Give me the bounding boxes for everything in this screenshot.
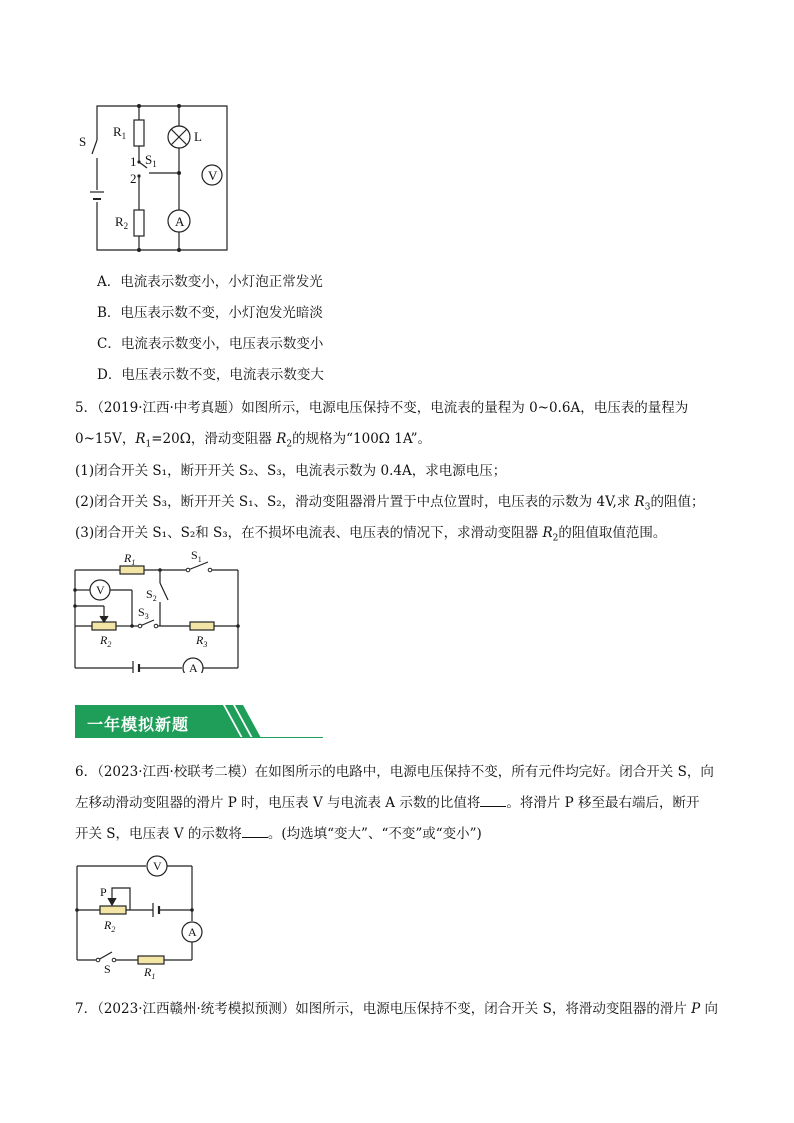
q4-label-s: S xyxy=(79,134,87,149)
q6-label-ammeter: A xyxy=(188,925,197,939)
q6-answer-blank-2[interactable] xyxy=(242,825,268,838)
svg-text:S2: $S_2$ xyxy=(146,587,157,603)
q6-label-r2: R xyxy=(104,918,112,932)
svg-text:R1: $R_1$ xyxy=(124,551,136,567)
q4-label-voltmeter: V xyxy=(208,168,218,183)
q5-label-s2: S xyxy=(146,587,153,601)
q4-label-s1: S xyxy=(145,152,153,167)
q6-circuit-diagram xyxy=(72,852,212,982)
q5-label-ammeter: A xyxy=(189,661,198,673)
q6-stem-line1: 6．（2023·江西·校联考二模）在如图所示的电路中，电源电压保持不变，所有元件均完好。闭合开关 S，向 xyxy=(75,764,714,780)
q4-label-ammeter: A xyxy=(175,214,185,229)
q4-label-r1: R xyxy=(113,124,122,139)
q4-option-b: B．电压表示数不变，小灯泡发光暗淡 xyxy=(97,305,323,321)
q4-label-r2: R xyxy=(115,214,124,229)
q6-answer-blank-1[interactable] xyxy=(480,794,506,807)
section-banner xyxy=(75,705,323,738)
banner-title: 一年模拟新题 xyxy=(87,715,190,734)
q6-stem-line2: 左移动滑动变阻器的滑片 P 时，电压表 V 与电流表 A 示数的比值将 。将滑片 P 移至最右端后，断开 xyxy=(75,795,700,811)
q5-sub-question-2: (2)闭合开关 S₃，断开开关 S₁、S₂，滑动变阻器滑片置于中点位置时，电压表的示数为 4V,求 $R_3$的阻值； xyxy=(75,494,705,513)
q5-stem-line2: 0~15V，$R_1=20\Omega$，滑动变阻器 $R_2$的规格为“100Ω 1A”。 xyxy=(75,431,432,450)
q5-sub-question-3: (3)闭合开关 S₁、S₂和 S₃，在不损坏电流表、电压表的情况下，求滑动变阻器 $R_2$的阻值取值范围。 xyxy=(75,525,667,544)
q5-label-s3: S xyxy=(138,605,145,619)
q5-label-r1: R xyxy=(124,551,132,565)
q6-stem-line3: 开关 S，电压表 V 的示数将 。(均选填“变大”、“不变”或“变小”) xyxy=(75,826,482,842)
svg-text:S1: $S_1$ xyxy=(145,152,157,169)
svg-text:R3: $R_3$ xyxy=(196,633,208,649)
q6-label-voltmeter: V xyxy=(153,859,162,873)
q5-circuit-diagram xyxy=(70,548,245,673)
q4-circuit-diagram xyxy=(75,100,245,255)
q4-label-contact2: 2 xyxy=(130,171,137,186)
q5-label-s1: S xyxy=(191,548,198,562)
svg-text:R1: $R_1$ xyxy=(144,965,156,981)
svg-text:R2: $R_2$ xyxy=(100,633,112,649)
q5-stem-line1: 5．（2019·江西·中考真题）如图所示，电源电压保持不变，电流表的量程为 0~0.6A，电压表的量程为 xyxy=(75,400,689,416)
q5-sub-question-1: (1)闭合开关 S₁，断开开关 S₂、S₃，电流表示数为 0.4A，求电源电压； xyxy=(75,463,507,479)
q4-label-lamp: L xyxy=(194,129,202,144)
q4-label-contact1: 1 xyxy=(130,154,137,169)
q4-option-d: D．电压表示数不变，电流表示数变大 xyxy=(97,367,324,383)
svg-text:S1: $S_1$ xyxy=(191,548,202,564)
svg-text:S3: $S_3$ xyxy=(138,605,149,621)
q5-label-r2: R xyxy=(100,633,108,647)
svg-text:R1: $R_1$ xyxy=(113,124,127,141)
q4-option-c: C．电流表示数变小，电压表示数变小 xyxy=(97,336,324,352)
q5-label-voltmeter: V xyxy=(96,583,105,597)
q6-label-switch: S xyxy=(104,962,111,976)
q4-option-a: A．电流表示数变小，小灯泡正常发光 xyxy=(97,274,323,290)
q6-label-slider-p: P xyxy=(100,885,107,899)
q6-label-r1: R xyxy=(144,965,152,979)
svg-text:R2: $R_2$ xyxy=(104,918,116,934)
q7-stem-line1: 7．（2023·江西赣州·统考模拟预测）如图所示，电源电压保持不变，闭合开关 S，将滑动变阻器的滑片 P 向 xyxy=(75,1001,718,1017)
svg-text:R2: $R_2$ xyxy=(115,214,129,231)
q5-label-r3: R xyxy=(196,633,204,647)
